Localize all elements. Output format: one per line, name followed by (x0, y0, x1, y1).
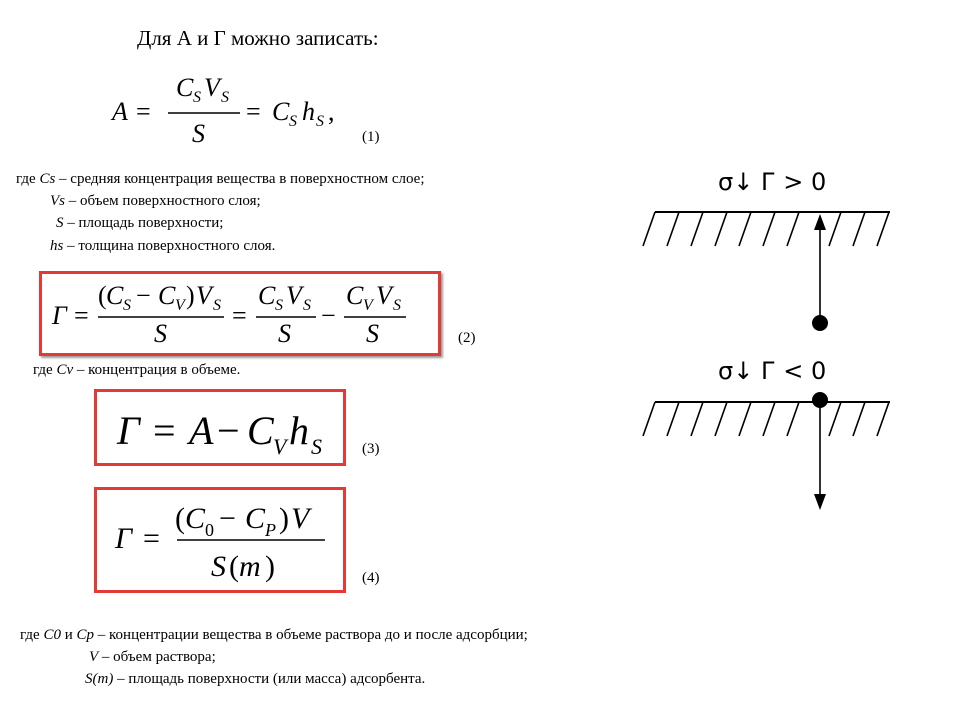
equation-2 (42, 274, 438, 353)
svg-text:Г: Г (115, 522, 133, 555)
svg-text:V: V (204, 73, 220, 102)
svg-text:S: S (393, 297, 401, 314)
svg-text:C: C (272, 97, 290, 126)
symbol-cp: Cp (76, 627, 95, 643)
svg-text:0: 0 (205, 520, 214, 540)
svg-text:V: V (286, 281, 302, 310)
svg-text:−: − (217, 408, 240, 453)
svg-text:=: = (246, 97, 261, 126)
diagram-negative (630, 390, 900, 515)
svg-text:=: = (143, 522, 160, 555)
heading: Для А и Г можно записать: (137, 26, 379, 50)
equation-1 (100, 68, 360, 158)
svg-text:Г: Г (117, 408, 140, 453)
equation-number-1: (1) (362, 129, 380, 145)
definition-v: V – объем раствора; (89, 649, 216, 665)
symbol-v: V (89, 649, 99, 665)
surface-hatching (643, 212, 889, 246)
svg-text:,: , (328, 97, 335, 126)
svg-text:): ) (265, 550, 275, 583)
svg-text:S: S (366, 319, 379, 348)
arrow-down-icon (814, 494, 826, 510)
equation-3 (97, 392, 343, 463)
definition-s: S – площадь поверхности; (56, 215, 224, 231)
svg-text:S: S (193, 89, 201, 106)
svg-text:=: = (153, 408, 176, 453)
symbol-sm: S(m) (85, 671, 114, 687)
definition-c0-cp: где C0 и Cp – концентрации вещества в объеме раствора до и после адсорбции; (20, 627, 528, 643)
svg-text:C: C (185, 502, 206, 535)
svg-text:h: h (289, 408, 309, 453)
svg-text:A: A (189, 408, 214, 453)
svg-text:C: C (106, 281, 124, 310)
svg-text:(: ( (98, 281, 107, 310)
svg-text:): ) (279, 502, 289, 535)
svg-text:m: m (239, 550, 261, 583)
definition-cs: где Cs – средняя концентрация вещества в поверхностном слое; (16, 171, 425, 187)
svg-text:=: = (74, 301, 89, 330)
svg-text:=: = (136, 97, 151, 126)
symbol-s: S (56, 215, 64, 231)
svg-text:): ) (186, 281, 195, 310)
surface-hatching (643, 402, 889, 436)
svg-text:S: S (154, 319, 167, 348)
svg-text:C: C (158, 281, 176, 310)
svg-text:S: S (289, 113, 297, 130)
symbol-cs: Cs (39, 171, 56, 187)
svg-text:C: C (176, 73, 194, 102)
svg-text:(: ( (175, 502, 185, 535)
svg-text:C: C (245, 502, 266, 535)
equation-number-3: (3) (362, 441, 380, 457)
diagram-positive (630, 200, 900, 345)
diagram-label-positive: σ↓ Г > 0 (718, 168, 827, 196)
svg-text:V: V (196, 281, 212, 310)
definition-vs: Vs – объем поверхностного слоя; (50, 193, 261, 209)
svg-text:C: C (247, 408, 274, 453)
svg-text:S: S (278, 319, 291, 348)
svg-text:S: S (311, 434, 322, 459)
definition-hs: hs – толщина поверхностного слоя. (50, 238, 276, 254)
svg-text:P: P (265, 520, 276, 540)
symbol-vs: Vs (50, 193, 65, 209)
svg-text:S: S (303, 297, 311, 314)
svg-text:−: − (136, 281, 151, 310)
svg-text:=: = (232, 301, 247, 330)
svg-text:S: S (275, 297, 283, 314)
svg-text:V: V (273, 434, 287, 459)
equation-number-2: (2) (458, 330, 476, 346)
equation-number-4: (4) (362, 570, 380, 586)
definition-cv: где Cv – концентрация в объеме. (33, 362, 241, 378)
symbol-c0: C0 (43, 627, 61, 643)
symbol-hs: hs (50, 238, 64, 254)
definition-sm: S(m) – площадь поверхности (или масса) адсорбента. (85, 671, 426, 687)
svg-text:V: V (291, 502, 310, 535)
particle-dot (812, 315, 828, 331)
svg-text:−: − (321, 301, 336, 330)
svg-text:S: S (213, 297, 221, 314)
diagram-label-negative: σ↓ Г < 0 (718, 357, 827, 385)
svg-text:−: − (219, 502, 236, 535)
svg-text:S: S (123, 297, 131, 314)
svg-text:S: S (211, 550, 226, 583)
svg-text:V: V (376, 281, 392, 310)
svg-text:(: ( (229, 550, 239, 583)
svg-text:V: V (175, 297, 185, 314)
svg-text:Г: Г (52, 301, 67, 330)
arrow-up-icon (814, 214, 826, 230)
svg-text:C: C (346, 281, 364, 310)
svg-text:S: S (221, 89, 229, 106)
svg-text:S: S (192, 119, 205, 148)
svg-text:A: A (112, 97, 128, 126)
svg-text:h: h (302, 97, 315, 126)
equation-4 (97, 490, 343, 590)
svg-text:V: V (363, 297, 373, 314)
svg-text:S: S (316, 113, 324, 130)
svg-text:C: C (258, 281, 276, 310)
symbol-cv: Cv (56, 362, 74, 378)
